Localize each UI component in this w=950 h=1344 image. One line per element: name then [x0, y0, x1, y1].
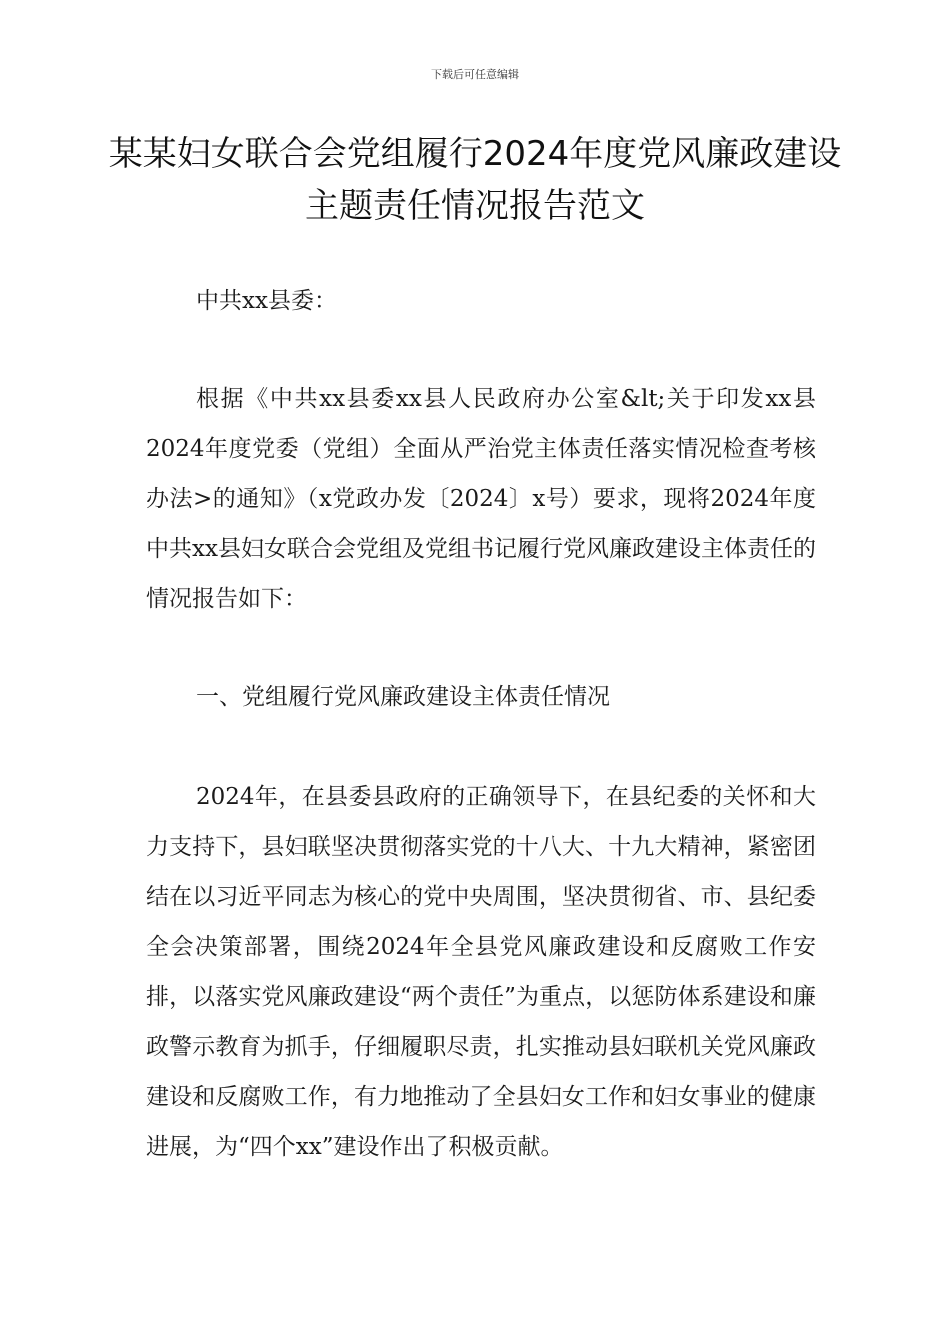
document-title: 某某妇女联合会党组履行2024年度党风廉政建设主题责任情况报告范文 [108, 134, 842, 226]
download-note: 下载后可任意编辑 [431, 68, 519, 81]
section-heading-1: 一、党组履行党风廉政建设主体责任情况 [196, 684, 610, 710]
paragraph-section-1: 2024年，在县委县政府的正确领导下，在县纪委的关怀和大力支持下，县妇联坚决贯彻落实党的十八大、十九大精神，紧密团结在以习近平同志为核心的党中央周围，坚决贯彻省、市、县纪委全会决策部署，围绕2024年全县党风廉政建设和反腐败工作安排，以落实党风廉政建设“两个责任”为重点，以惩防体系建设和廉政警示教育为抓手，仔细履职尽责，扎实推动县妇联机关党风廉政建设和反腐败工作，有力地推动了全县妇女工作和妇女事业的健康进展，为“四个xx”建设作出了积极贡献。 [146, 784, 816, 1160]
paragraph-basis: 根据《中共xx县委xx县人民政府办公室&lt;关于印发xx县2024年度党委（党组）全面从严治党主体责任落实情况检查考核办法>的通知》（x党政办发〔2024〕x号）要求，现将2024年度中共xx县妇女联合会党组及党组书记履行党风廉政建设主体责任的情况报告如下： [146, 386, 816, 612]
salutation: 中共xx县委： [196, 288, 337, 314]
